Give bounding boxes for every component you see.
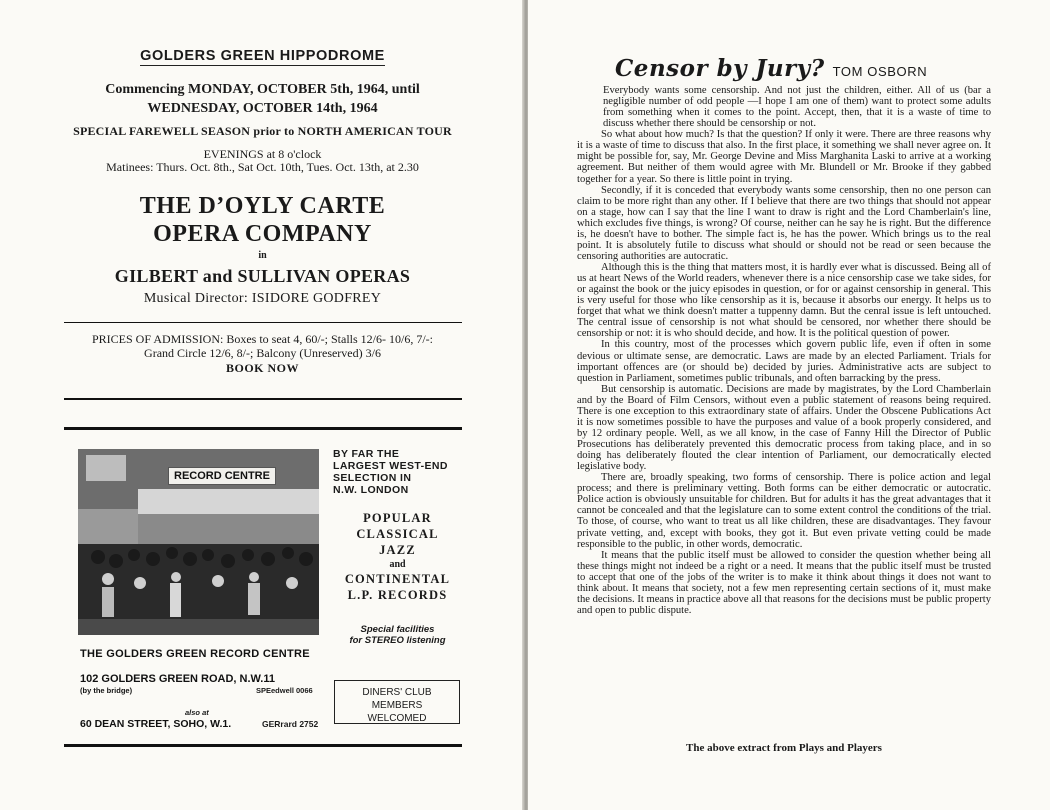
article-paragraph: In this country, most of the processes which govern public life, even if often in some devious or ultimate sense, are democratic. Laws are made by an elected Parliament. Trials for important offences are (or should be) decided by juries. Administrative acts are subject to question in Parliament, sometimes public tribunals, and often barracking by the press. xyxy=(577,339,991,384)
article-body xyxy=(577,85,991,616)
advert-top-rule xyxy=(64,427,462,430)
diners-line: WELCOMED xyxy=(367,713,427,724)
article-paragraph: Although this is the thing that matters most, it is hardly ever what is discussed. Being all of us at heart News of the World readers, whenever there is a nice censorship case we take sides, for or against the book or the juicy episodes in question, or for or against censorship in general. This is very useful for those who like censorship as it is, because it absorbs our energy. It helps us to forget that what we think doesn't matter a tuppenny damn. But the cenral issue is left untouched. The central issue of censorship is not what should be censored, nor whether there should be censorship or not: it is who should decide, and how. It is the political question of power. xyxy=(577,262,991,340)
diners-line: DINERS' CLUB xyxy=(362,687,432,698)
article-paragraph: So what about how much? Is that the question? If only it were. There are three reasons why it is a waste of time to discuss that also. In the first place, it something we shall never agree on. It might be possible for, say, Mr. George Devine and Miss Marghanita Laski to arrive at a working agreement. But neither of them would agree with Mr. Blundell or Mr. Brooke if they gabbed together for a year. So there is little point in trying. xyxy=(577,129,991,185)
company-line-1: THE D’OYLY CARTE xyxy=(139,193,386,219)
record-genres xyxy=(330,510,465,603)
headline-line: SELECTION IN xyxy=(333,472,412,484)
run-dates xyxy=(60,80,465,118)
diners-club-box xyxy=(334,680,460,724)
store-address-2: 60 DEAN STREET, SOHO, W.1. xyxy=(80,718,232,730)
stereo-notice xyxy=(330,624,465,646)
venue-heading: GOLDERS GREEN HIPPODROME xyxy=(140,48,385,64)
divider xyxy=(64,398,462,400)
genre-item: CONTINENTAL xyxy=(344,572,451,586)
article-source: The above extract from Plays and Players xyxy=(686,742,882,754)
stereo-line: for STEREO listening xyxy=(349,635,446,646)
left-page xyxy=(0,0,524,810)
genre-item: CLASSICAL xyxy=(356,527,439,541)
diners-line: MEMBERS xyxy=(371,700,423,711)
store-address-note: (by the bridge) xyxy=(80,686,133,695)
farewell-notice: SPECIAL FAREWELL SEASON prior to NORTH AMERICAN TOUR xyxy=(73,124,452,138)
article-header xyxy=(615,55,927,82)
admission-prices xyxy=(60,332,465,360)
article-paragraph: Secondly, if it is conceded that everybody wants some censorship, then no one person can claim to be more right than any other. If I believe that there are two things that should not appear on a stage, how can I say that the line I want to draw is right and the Lord Chamberlain's line, which excludes five things, is wrong? Of course, neither can he say he is right. But the difference is, he doesn't have to bother. The simple fact is, he has the power. Which brings us to the real point. It is absolutely futile to discuss what should or should not be read or seen because the censoring authorities are autocratic. xyxy=(577,184,991,262)
prices-line-1: PRICES OF ADMISSION: Boxes to seat 4, 60/-; Stalls 12/6- 10/6, 7/-: xyxy=(91,332,434,346)
operas-heading: GILBERT and SULLIVAN OPERAS xyxy=(114,266,411,286)
article-author: TOM OSBORN xyxy=(832,64,928,79)
stereo-line: Special facilities xyxy=(360,624,435,635)
company-name xyxy=(60,192,465,248)
also-at-label: also at xyxy=(185,708,209,717)
genre-item: JAZZ xyxy=(379,543,416,557)
matinee-times: Matinees: Thurs. Oct. 8th., Sat Oct. 10th, Tues. Oct. 13th, at 2.30 xyxy=(106,160,419,174)
article-title: Censor by Jury? xyxy=(615,55,825,82)
divider xyxy=(64,322,462,323)
shop-sign: RECORD CENTRE xyxy=(168,467,276,485)
musical-director: Musical Director: ISIDORE GODFREY xyxy=(143,291,382,306)
prices-line-2: Grand Circle 12/6, 8/-; Balcony (Unreserved) 3/6 xyxy=(144,346,381,360)
dates-line-1: Commencing MONDAY, OCTOBER 5th, 1964, until xyxy=(105,82,420,97)
store-phone-2: GERrard 2752 xyxy=(262,719,319,729)
headline-line: LARGEST WEST-END xyxy=(333,460,448,472)
genre-item: L.P. RECORDS xyxy=(347,588,448,602)
genre-item: POPULAR xyxy=(363,511,432,525)
article-paragraph: But censorship is automatic. Decisions are made by magistrates, by the Lord Chamberlain and by the Board of Film Censors, without even a public statement of reasons being required. There is one exception to this extraordinary state of affairs. Under the Obscene Publications Act it is now sometimes possible to have the purposes and value of a book properly considered, and by 12 ordinary people. Well, as we all know, in the case of Fanny Hill the Director of Public Prosecutions has deliberately prevented this democratic process from taking place, and in so doing has deliberately flouted the clear intention of Parliament, our democratically elected legislative body. xyxy=(577,383,991,473)
evening-times: EVENINGS at 8 o'clock xyxy=(203,147,322,161)
store-name: THE GOLDERS GREEN RECORD CENTRE xyxy=(80,648,310,660)
record-shop-photo xyxy=(78,449,319,635)
article-paragraph: There are, broadly speaking, two forms of censorship. There is police action and legal process; and there is preliminary vetting. Both forms can be either democratic or autocratic. Police action is obviously unsuitable for children. But for adults it has the great advantages that it cannot be concealed and that the legislature can to some extent control the conditions of the trial. To those, of course, who want to treat us all like children, these are disadvantages. They favour private vetting, and, except with books, they got it. But even private vetting could be made responsible to the public, in other words, democratic. xyxy=(577,472,991,550)
advert-headline xyxy=(333,448,463,496)
store-phone-1: SPEedwell 0066 xyxy=(256,686,313,695)
article-paragraph: Everybody wants some censorship. And not just the children, either. All of us (bar a negligible number of odd people —I hope I am one of them) want to protect some adults from something when it comes to the point. Accept, then, that it is a waste of time to discuss whether there should be censorship or not. xyxy=(603,85,991,130)
company-line-2: OPERA COMPANY xyxy=(153,221,372,247)
article-paragraph: It means that the public itself must be allowed to consider the question whether being all these things might not indeed be a right or a need. It means that the public itself must be trusted to accept that one of the jobs of the writer is to make it think about things it does not want to think about. It means that society, not a few men representing certain sections of it, must make the decisions. It means in practice above all that reasons for the decisions must be public property and open to public dispute. xyxy=(577,549,991,616)
headline-line: N.W. LONDON xyxy=(333,484,409,496)
headline-line: BY FAR THE xyxy=(333,448,400,460)
in-word: in xyxy=(258,250,267,261)
advert-bottom-rule xyxy=(64,744,462,747)
book-now: BOOK NOW xyxy=(225,361,299,375)
store-address-1: 102 GOLDERS GREEN ROAD, N.W.11 xyxy=(80,673,275,685)
dates-line-2: WEDNESDAY, OCTOBER 14th, 1964 xyxy=(147,101,378,116)
genre-item: and xyxy=(389,559,406,570)
